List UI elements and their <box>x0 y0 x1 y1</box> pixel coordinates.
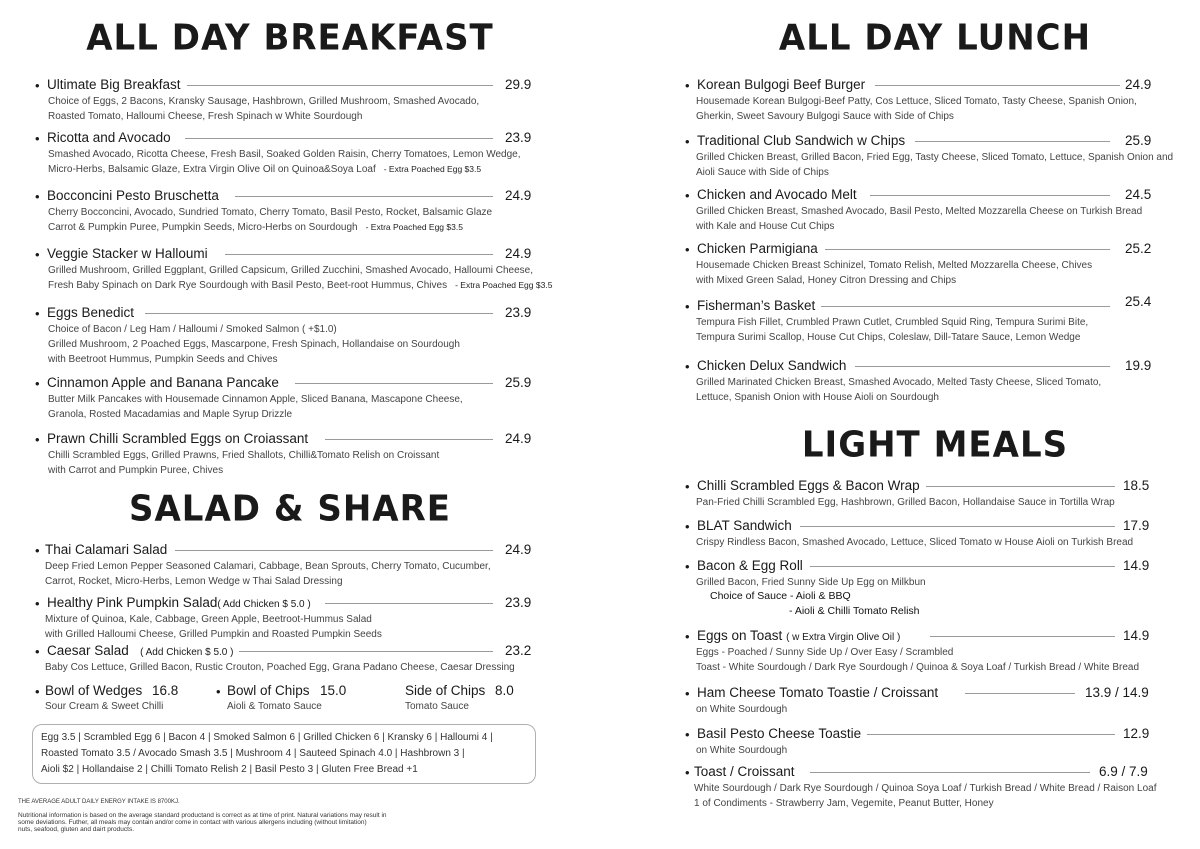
item-desc <box>48 162 481 177</box>
item-price: 25.9 <box>505 375 532 390</box>
extra-egg-note: - Extra Poached Egg $3.5 <box>365 222 463 232</box>
bullet-icon: • <box>685 519 690 534</box>
item-desc: Eggs - Poached / Sunny Side Up / Over Easy / Scrambled <box>696 647 954 658</box>
item-desc: Grilled Bacon, Fried Sunny Side Up Egg on Milkbun <box>696 577 926 588</box>
item-name: Veggie Stacker w Halloumi <box>47 246 214 262</box>
item-name: Bocconcini Pesto Bruschetta <box>47 188 225 204</box>
addons-box <box>32 724 536 784</box>
item-desc: Roasted Tomato, Halloumi Cheese, Fresh Spinach w White Sourdough <box>48 111 363 122</box>
item-desc: Grilled Chicken Breast, Smashed Avocado, Basil Pesto, Melted Mozzarella Cheese on Turkish Bread <box>696 206 1143 217</box>
item-desc: with Mixed Green Salad, Honey Citron Dressing and Chips <box>696 275 957 286</box>
side-desc: Sour Cream & Sweet Chilli <box>45 701 164 712</box>
item-desc: White Sourdough / Dark Rye Sourdough / Quinoa Soya Loaf / Turkish Bread / White Bread / Raison Loaf <box>694 783 1157 794</box>
leader-line <box>235 196 493 197</box>
bullet-icon: • <box>35 78 40 93</box>
item-desc: Mixture of Quinoa, Kale, Cabbage, Green Apple, Beetroot-Hummus Salad <box>45 614 372 625</box>
item-desc: Cherry Bocconcini, Avocado, Sundried Tomato, Cherry Tomato, Basil Pesto, Rocket, Balsamic Glaze <box>48 207 493 218</box>
leader-line <box>965 693 1075 694</box>
item-price: 29.9 <box>505 77 532 92</box>
item-name: Cinnamon Apple and Banana Pancake <box>47 375 285 391</box>
item-desc: Tempura Fish Fillet, Crumbled Prawn Cutlet, Crumbled Squid Ring, Tempura Surimi Bite, <box>696 317 1089 328</box>
item-name: Basil Pesto Cheese Toastie <box>697 726 867 742</box>
item-name: Traditional Club Sandwich w Chips <box>697 133 911 149</box>
item-name: Chicken Parmigiana <box>697 241 824 257</box>
leader-line <box>325 603 493 604</box>
side-desc: Aioli & Tomato Sauce <box>227 701 322 712</box>
addons-line: Aioli $2 | Hollandaise 2 | Chilli Tomato Relish 2 | Basil Pesto 3 | Gluten Free Bread +1 <box>41 764 418 775</box>
item-price: 12.9 <box>1123 726 1150 741</box>
item-name: Ultimate Big Breakfast <box>47 77 187 93</box>
item-price: 6.9 / 7.9 <box>1099 764 1148 779</box>
side-price: 8.0 <box>495 683 514 698</box>
bullet-icon: • <box>685 359 690 374</box>
bullet-icon: • <box>685 188 690 203</box>
item-name: Ricotta and Avocado <box>47 130 177 146</box>
leader-line <box>185 138 493 139</box>
item-desc: Smashed Avocado, Ricotta Cheese, Fresh Basil, Soaked Golden Raisin, Cherry Tomatoes, Lemon Wedge, <box>48 149 521 160</box>
leader-line <box>865 734 1115 735</box>
leader-line <box>825 249 1110 250</box>
item-name: Ham Cheese Tomato Toastie / Croissant <box>697 685 944 701</box>
add-chicken-note: ( Add Chicken $ 5.0 ) <box>217 599 311 610</box>
bullet-icon: • <box>35 131 40 146</box>
item-price: 24.9 <box>505 431 532 446</box>
bullet-icon: • <box>685 765 690 780</box>
item-desc: Carrot, Rocket, Micro-Herbs, Lemon Wedge w Thai Salad Dressing <box>45 576 343 587</box>
bullet-icon: • <box>685 559 690 574</box>
breakfast-title: ALL DAY BREAKFAST <box>86 17 494 59</box>
item-desc: Toast - White Sourdough / Dark Rye Sourdough / Quinoa & Soya Loaf / Turkish Bread / White Bread <box>696 662 1140 673</box>
side-price: 15.0 <box>320 683 347 698</box>
item-price: 24.9 <box>505 188 532 203</box>
leader-line <box>915 141 1110 142</box>
energy-note: THE AVERAGE ADULT DAILY ENERGY INTAKE IS 8700KJ. <box>18 799 180 805</box>
extra-egg-note: - Extra Poached Egg $3.5 <box>383 164 482 174</box>
item-desc: Grilled Mushroom, 2 Poached Eggs, Mascarpone, Fresh Spinach, Hollandaise on Sourdough <box>48 339 460 350</box>
leader-line <box>870 195 1110 196</box>
item-desc: Crispy Rindless Bacon, Smashed Avocado, Lettuce, Sliced Tomato w House Aioli on Turkish Bread <box>696 537 1134 548</box>
item-price: 25.9 <box>1125 133 1152 148</box>
olive-oil-note: ( w Extra Virgin Olive Oil ) <box>786 632 901 643</box>
item-name: Fisherman’s Basket <box>697 298 821 314</box>
leader-line <box>225 254 493 255</box>
item-name: Chilli Scrambled Eggs & Bacon Wrap <box>697 478 926 494</box>
fineprint-line: nuts, seafood, gluten and dairt products. <box>18 826 134 833</box>
side-desc: Tomato Sauce <box>405 701 469 712</box>
fineprint-line: some deviations. Futher, all meals may contain and/or come in contact with various allergens including (without limitation) <box>18 819 367 826</box>
item-price: 14.9 <box>1123 558 1150 573</box>
item-desc: 1 of Condiments - Strawberry Jam, Vegemite, Peanut Butter, Honey <box>694 798 994 809</box>
item-desc: Gherkin, Sweet Savoury Bulgogi Sauce with Side of Chips <box>696 111 954 122</box>
side-name: Bowl of Chips <box>227 683 310 698</box>
item-price: 24.9 <box>505 246 532 261</box>
bullet-icon: • <box>35 189 40 204</box>
bullet-icon: • <box>35 684 40 699</box>
bullet-icon: • <box>685 299 690 314</box>
leader-line <box>145 313 493 314</box>
sauce-choice: - Aioli & Chilli Tomato Relish <box>789 605 920 617</box>
item-desc: on White Sourdough <box>696 704 788 715</box>
item-desc: with Kale and House Cut Chips <box>696 221 835 232</box>
item-name: Chicken and Avocado Melt <box>697 187 863 203</box>
leader-line <box>875 85 1120 86</box>
item-price: 13.9 / 14.9 <box>1085 685 1149 700</box>
bullet-icon: • <box>35 644 40 659</box>
leader-line <box>810 566 1115 567</box>
bullet-icon: • <box>35 432 40 447</box>
desc-text: Micro-Herbs, Balsamic Glaze, Extra Virgin Olive Oil on Quinoa&Soya Loaf <box>48 164 376 175</box>
item-name: Korean Bulgogi Beef Burger <box>697 77 871 93</box>
sauce-choice: Choice of Sauce - Aioli & BBQ <box>710 590 851 602</box>
item-name: Prawn Chilli Scrambled Eggs on Croiassant <box>47 431 314 447</box>
side-price: 16.8 <box>152 683 179 698</box>
item-desc: Chilli Scrambled Eggs, Grilled Prawns, Fried Shallots, Chilli&Tomato Relish on Croissant <box>48 450 440 461</box>
item-desc: Lettuce, Spanish Onion with House Aioli on Sourdough <box>696 392 939 403</box>
bullet-icon: • <box>35 543 40 558</box>
bullet-icon: • <box>685 629 690 644</box>
item-desc: on White Sourdough <box>696 745 788 756</box>
desc-text: Carrot & Pumpkin Puree, Pumpkin Seeds, Micro-Herbs on Sourdough <box>48 222 358 233</box>
item-desc: Granola, Rosted Macadamias and Maple Syrup Drizzle <box>48 409 292 420</box>
item-desc: Butter Milk Pancakes with Housemade Cinnamon Apple, Sliced Banana, Mascapone Cheese, <box>48 394 463 405</box>
leader-line <box>175 550 493 551</box>
item-desc: with Carrot and Pumpkin Puree, Chives <box>48 465 224 476</box>
addons-line: Egg 3.5 | Scrambled Egg 6 | Bacon 4 | Smoked Salmon 6 | Grilled Chicken 6 | Kransky 6 | Halloumi 4 | <box>41 732 493 743</box>
item-name: Thai Calamari Salad <box>45 542 173 558</box>
bullet-icon: • <box>35 596 40 611</box>
item-desc: Housemade Chicken Breast Schinizel, Tomato Relish, Melted Mozzarella Cheese, Chives <box>696 260 1093 271</box>
item-desc: Grilled Marinated Chicken Breast, Smashed Avocado, Melted Tasty Cheese, Sliced Tomato, <box>696 377 1102 388</box>
item-name-text: Caesar Salad <box>47 643 129 658</box>
item-name <box>697 628 906 646</box>
item-desc: with Grilled Halloumi Cheese, Grilled Pumpkin and Roasted Pumpkin Seeds <box>45 629 382 640</box>
item-name-text: Healthy Pink Pumpkin Salad <box>47 595 218 610</box>
item-price: 24.9 <box>1125 77 1152 92</box>
side-name: Bowl of Wedges <box>45 683 143 698</box>
leader-line <box>235 651 493 652</box>
item-desc: Aioli Sauce with Side of Chips <box>696 167 829 178</box>
item-price: 23.9 <box>505 595 532 610</box>
bullet-icon: • <box>216 684 221 699</box>
bullet-icon: • <box>685 134 690 149</box>
item-desc: Pan-Fried Chilli Scrambled Egg, Hashbrown, Grilled Bacon, Hollandaise Sauce in Tortilla Wrap <box>696 497 1115 508</box>
item-name: Bacon & Egg Roll <box>697 558 809 574</box>
item-price: 19.9 <box>1125 358 1152 373</box>
leader-line <box>295 383 493 384</box>
side-name: Side of Chips <box>405 683 486 698</box>
leader-line <box>815 306 1110 307</box>
bullet-icon: • <box>35 376 40 391</box>
bullet-icon: • <box>35 306 40 321</box>
item-price: 23.9 <box>505 305 532 320</box>
item-name <box>47 595 317 613</box>
extra-egg-note: - Extra Poached Egg $3.5 <box>455 280 553 290</box>
item-desc <box>48 278 552 293</box>
add-chicken-note: ( Add Chicken $ 5.0 ) <box>140 647 234 658</box>
bullet-icon: • <box>685 479 690 494</box>
item-price: 24.9 <box>505 542 532 557</box>
item-desc: Grilled Mushroom, Grilled Eggplant, Grilled Capsicum, Grilled Zucchini, Smashed Avocado, Halloumi Cheese, <box>48 265 534 276</box>
leader-line <box>800 526 1115 527</box>
item-price: 24.5 <box>1125 187 1152 202</box>
leader-line <box>810 772 1090 773</box>
item-name: Eggs Benedict <box>47 305 140 321</box>
bullet-icon: • <box>685 686 690 701</box>
item-desc: Housemade Korean Bulgogi-Beef Patty, Cos Lettuce, Sliced Tomato, Tasty Cheese, Spanish Onion, <box>696 96 1137 107</box>
lunch-title: ALL DAY LUNCH <box>778 17 1092 59</box>
item-desc: Choice of Eggs, 2 Bacons, Kransky Sausage, Hashbrown, Grilled Mushroom, Smashed Avocado, <box>48 96 480 107</box>
item-price: 17.9 <box>1123 518 1150 533</box>
item-desc: Choice of Bacon / Leg Ham / Halloumi / Smoked Salmon ( +$1.0) <box>48 324 337 335</box>
bullet-icon: • <box>35 247 40 262</box>
leader-line <box>185 85 493 86</box>
leader-line <box>925 486 1115 487</box>
item-desc: Grilled Chicken Breast, Grilled Bacon, Fried Egg, Tasty Cheese, Sliced Tomato, Lettuce, Spanish Onion and <box>696 152 1174 163</box>
bullet-icon: • <box>685 242 690 257</box>
fineprint-line: Nutritional information is based on the average standard productand is correct as at time of print. Natural variations may result in <box>18 812 387 819</box>
leader-line <box>930 636 1115 637</box>
item-desc: with Beetroot Hummus, Pumpkin Seeds and Chives <box>48 354 278 365</box>
item-price: 23.2 <box>505 643 532 658</box>
leader-line <box>855 366 1110 367</box>
item-desc: Deep Fried Lemon Pepper Seasoned Calamari, Cabbage, Bean Sprouts, Cherry Tomato, Cucumber, <box>45 561 491 572</box>
item-name <box>47 643 239 661</box>
item-price: 14.9 <box>1123 628 1150 643</box>
item-price: 23.9 <box>505 130 532 145</box>
bullet-icon: • <box>685 78 690 93</box>
item-price: 25.4 <box>1125 294 1152 309</box>
item-name: BLAT Sandwich <box>697 518 798 534</box>
item-desc <box>48 220 463 235</box>
item-name: Chicken Delux Sandwich <box>697 358 852 374</box>
light-meals-title: LIGHT MEALS <box>801 424 1069 466</box>
item-desc: Baby Cos Lettuce, Grilled Bacon, Rustic Crouton, Poached Egg, Grana Padano Cheese, Caesar Dressing <box>45 662 515 673</box>
item-price: 25.2 <box>1125 241 1152 256</box>
addons-line: Roasted Tomato 3.5 / Avocado Smash 3.5 | Mushroom 4 | Sauteed Spinach 4.0 | Hashbrown 3 | <box>41 748 465 759</box>
leader-line <box>325 439 493 440</box>
item-name-text: Eggs on Toast <box>697 628 783 643</box>
salad-title: SALAD & SHARE <box>129 488 451 530</box>
desc-text: Fresh Baby Spinach on Dark Rye Sourdough with Basil Pesto, Beet-root Hummus, Chives <box>48 280 448 291</box>
item-price: 18.5 <box>1123 478 1150 493</box>
item-desc: Tempura Surimi Scallop, House Cut Chips, Coleslaw, Dill-Tatare Sauce, Lemon Wedge <box>696 332 1081 343</box>
item-name: Toast / Croissant <box>694 764 801 780</box>
bullet-icon: • <box>685 727 690 742</box>
